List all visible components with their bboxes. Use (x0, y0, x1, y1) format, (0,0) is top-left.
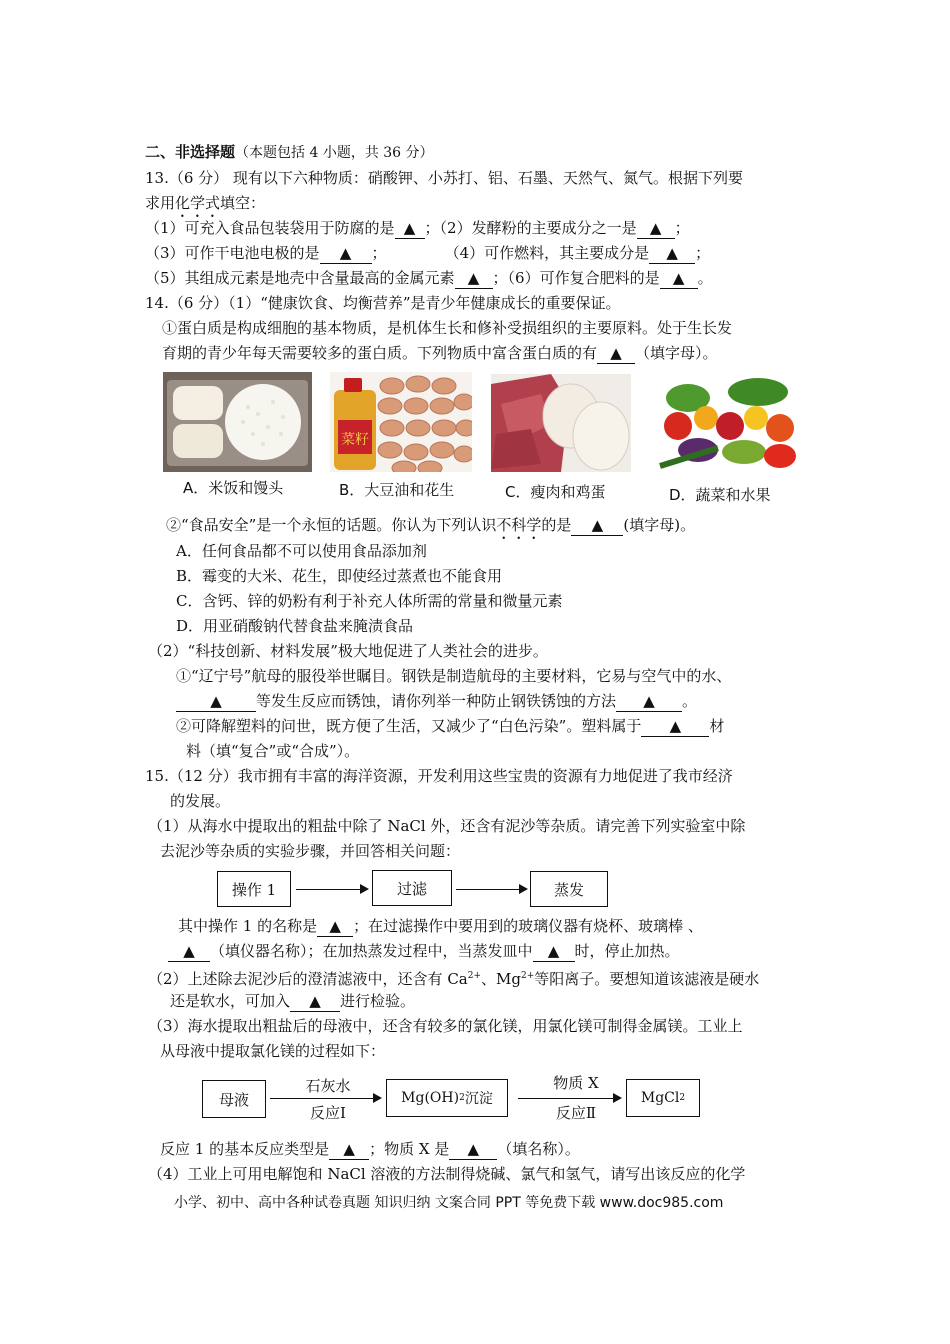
flow-box-filter: 过滤 (372, 870, 452, 906)
answer-blank: ▲ (329, 1139, 369, 1160)
caption-a: A．米饭和馒头 (183, 479, 284, 497)
flow-arrow (518, 1098, 620, 1099)
answer-blank: ▲ (641, 716, 709, 737)
flow2-arrow2-bottom: 反应Ⅱ (555, 1104, 597, 1122)
answer-blank: ▲ (571, 515, 623, 536)
q14-p2: ②“食品安全”是一个永恒的话题。你认为下列认识不科学的是 ▲ (填字母)。 (166, 516, 696, 534)
q14-p5: ▲ 等发生反应而锈蚀，请你列举一种防止钢铁锈蚀的方法 ▲ 。 (176, 691, 697, 712)
answer-blank: ▲ (660, 268, 698, 289)
flow2-arrow2-top: 物质 X (553, 1074, 599, 1092)
emphasis-chemical-formula: 化学式 (175, 194, 221, 212)
q13-head: 13.（6 分） 现有以下六种物质：硝酸钾、小苏打、铝、石墨、天然气、氮气。根据下列要 (145, 169, 743, 187)
flow2-box-mgcl2: MgCl 2 (626, 1079, 700, 1117)
q14-head: 14.（6 分）（1）“健康饮食、均衡营养”是青少年健康成长的重要保证。 (145, 294, 621, 312)
answer-blank: ▲ (176, 691, 256, 712)
q14-option-a: A．任何食品都不可以使用食品添加剂 (176, 542, 427, 560)
q13-line4: （3）可作干电池电极的是 ▲ ； （4）可作燃料，其主要成分是 ▲ ； (145, 244, 711, 262)
flow2-box-mgoh2: Mg(OH) 2 沉淀 (386, 1079, 508, 1117)
q15-s1e: ▲ （填仪器名称）；在加热蒸发过程中，当蒸发皿中 ▲ 时，停止加热。 (168, 941, 680, 962)
flow-arrow (456, 889, 526, 890)
svg-text:菜籽: 菜籽 (341, 432, 369, 448)
flow-arrow (296, 889, 367, 890)
q14-option-c: C．含钙、锌的奶粉有利于补充人体所需的常量和微量元素 (176, 592, 563, 610)
q13-line5: （5）其组成元素是地壳中含量最高的金属元素 ▲ ；（6）可作复合肥料的是 ▲ 。 (145, 269, 713, 287)
q14-option-d: D．用亚硝酸钠代替食盐来腌渍食品 (176, 617, 414, 635)
answer-blank: ▲ (533, 941, 575, 962)
q14-p1b: 育期的青少年每天需要较多的蛋白质。下列物质中富含蛋白质的有 ▲ （填字母）。 (162, 344, 718, 362)
q15-s1b: 去泥沙等杂质的实验步骤，并回答相关问题： (160, 842, 461, 860)
answer-blank: ▲ (290, 991, 340, 1012)
flow-arrow (270, 1098, 380, 1099)
answer-blank: ▲ (597, 343, 635, 364)
flow-box-operation-1: 操作 1 (217, 871, 291, 907)
q15-s3a: （3）海水提取出粗盐后的母液中，还含有较多的氯化镁，用氯化镁可制得金属镁。工业上 (148, 1017, 743, 1035)
q15-s1c: 其中操作 1 的名称是 ▲ ；在过滤操作中要用到的玻璃仪器有烧杯、玻璃棒 、 (178, 917, 703, 935)
q14-p3: （2）“科技创新、材料发展”极大地促进了人类社会的进步。 (148, 642, 548, 660)
q15-head: 15.（12 分）我市拥有丰富的海洋资源，开发利用这些宝贵的资源有力地促进了我市经济 (145, 767, 733, 785)
emphasis-not-scientific: 不科学 (496, 516, 542, 534)
q14-option-b: B．霉变的大米、花生，即使经过蒸煮也不能食用 (176, 567, 503, 585)
flow2-box-mother-liquor: 母液 (202, 1080, 266, 1118)
oil-and-peanuts-image (330, 372, 472, 472)
section-note: （本题包括 4 小题，共 36 分） (235, 145, 434, 161)
answer-blank: ▲ (637, 218, 675, 239)
answer-blank: ▲ (395, 218, 425, 239)
answer-blank: ▲ (168, 941, 210, 962)
q14-p1a: ①蛋白质是构成细胞的基本物质，是机体生长和修补受损组织的主要原料。处于生长发 (162, 319, 733, 337)
q14-p7: 料（填“复合”或“合成”）。 (186, 742, 360, 760)
q15-s2: （2）上述除去泥沙后的澄清滤液中，还含有 $Ca^{2+}$、$Mg^{2+}$等阳离子。要想知道该滤液是硬水 (148, 970, 760, 988)
q14-p6: ②可降解塑料的问世，既方便了生活，又减少了“白色污染”。塑料属于 ▲ 材 (176, 717, 725, 735)
q15-s1a: （1）从海水中提取出的粗盐中除了 NaCl 外，还含有泥沙等杂质。请完善下列实验室中除 (148, 817, 746, 835)
section-title: 二、非选择题 (145, 143, 236, 161)
q15-s4: （4）工业上可用电解饱和 NaCl 溶液的方法制得烧碱、氯气和氢气，请写出该反应的化学 (148, 1165, 746, 1183)
answer-blank: ▲ (616, 691, 682, 712)
answer-blank: ▲ (449, 1139, 497, 1160)
q15-s2d: 还是软水，可加入 ▲ 进行检验。 (170, 992, 416, 1010)
caption-d: D．蔬菜和水果 (669, 486, 771, 504)
q15-s3c: 反应 1 的基本反应类型是 ▲ ；物质 X 是 ▲ （填名称）。 (160, 1140, 580, 1158)
flow2-arrow1-top: 石灰水 (305, 1077, 351, 1095)
answer-blank: ▲ (317, 916, 353, 937)
q13-line3: （1）可充入食品包装袋用于防腐的是 ▲ ；（2）发酵粉的主要成分之一是 ▲ ； (145, 219, 690, 237)
flow-box-evaporate: 蒸发 (530, 871, 608, 907)
q14-p4: ①“辽宁号”航母的服役举世瞩目。钢铁是制造航母的主要材料，它易与空气中的水、 (176, 667, 732, 685)
caption-b: B．大豆油和花生 (339, 481, 455, 499)
caption-c: C．瘦肉和鸡蛋 (505, 483, 606, 501)
footer-text: 小学、初中、高中各种试卷真题 知识归纳 文案合同 PPT 等免费下载 www.doc985.com (174, 1195, 724, 1211)
q15-head2: 的发展。 (170, 792, 231, 810)
q15-s3b: 从母液中提取氯化镁的过程如下： (160, 1042, 386, 1060)
answer-blank: ▲ (649, 243, 695, 264)
answer-blank: ▲ (320, 243, 372, 264)
q13-line2: 求用化学式填空： (145, 194, 266, 212)
meat-and-eggs-image (491, 374, 631, 472)
vegetables-and-fruits-image (658, 378, 798, 472)
answer-blank: ▲ (455, 268, 493, 289)
rice-and-buns-image (163, 372, 312, 472)
flow2-arrow1-bottom: 反应Ⅰ (310, 1104, 346, 1122)
